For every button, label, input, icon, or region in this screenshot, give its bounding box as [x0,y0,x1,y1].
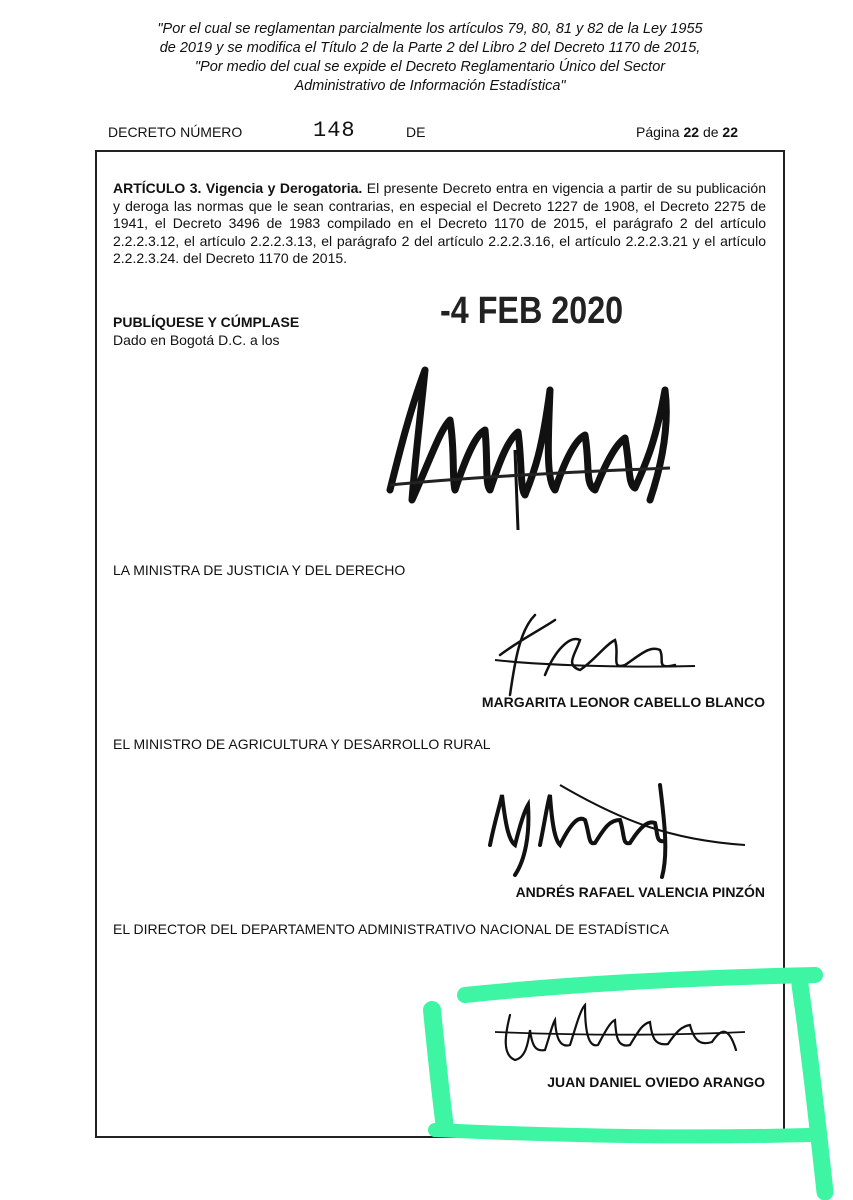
signatory-name-2: ANDRÉS RAFAEL VALENCIA PINZÓN [515,884,765,900]
header-line-4: Administrativo de Información Estadística" [294,78,566,94]
header-line-2: de 2019 y se modifica el Título 2 de la Parte 2 del Libro 2 del Decreto 1170 de 2015, [159,40,701,56]
page-current: 22 [683,124,700,140]
decree-de-label: DE [406,124,426,140]
signatory-name-1: MARGARITA LEONOR CABELLO BLANCO [481,694,765,710]
date-stamp: -4 FEB 2020 [440,290,624,332]
dado-label: Dado en Bogotá D.C. a los [113,332,280,348]
publiquese-label: PUBLÍQUESE Y CÚMPLASE [113,314,300,330]
page-indicator [636,124,738,140]
signatory-role-2: EL MINISTRO DE AGRICULTURA Y DESARROLLO RURAL [113,736,491,752]
signatory-name-3: JUAN DANIEL OVIEDO ARANGO [547,1074,765,1090]
page-label: Página [636,124,680,140]
decree-number: 148 [313,118,356,143]
article-body: El presente Decreto entra en vigencia a partir de su publicación y deroga las normas que le sean contrarias, en especial el Decreto 1227 de 1908, el Decreto 2275 de 1941, el Decreto 3496 de 1983 compilado en el Decreto 1170 de 2015, el parágrafo 2 del artículo 2.2.2.3.12, el artículo 2.2.2.3.13, el parágrafo 2 del artículo 2.2.2.3.16, el artículo 2.2.2.3.21 y el artículo 2.2.2.3.24. del Decreto 1170 de 2015. [113,180,766,266]
decree-number-line [108,118,768,144]
header-line-3: "Por medio del cual se expide el Decreto Reglamentario Único del Sector [194,59,666,75]
page-total: 22 [722,124,738,140]
page-sep: de [702,124,719,140]
decree-number-label: DECRETO NÚMERO [108,124,243,140]
signatory-role-1: LA MINISTRA DE JUSTICIA Y DEL DERECHO [113,562,406,578]
decree-header [100,20,760,96]
article-heading: ARTÍCULO 3. Vigencia y Derogatoria. [113,180,363,196]
signatory-role-3: EL DIRECTOR DEL DEPARTAMENTO ADMINISTRATIVO NACIONAL DE ESTADÍSTICA [113,921,669,937]
header-line-1: "Por el cual se reglamentan parcialmente los artículos 79, 80, 81 y 82 de la Ley 1955 [157,21,703,37]
article-3 [113,180,766,268]
